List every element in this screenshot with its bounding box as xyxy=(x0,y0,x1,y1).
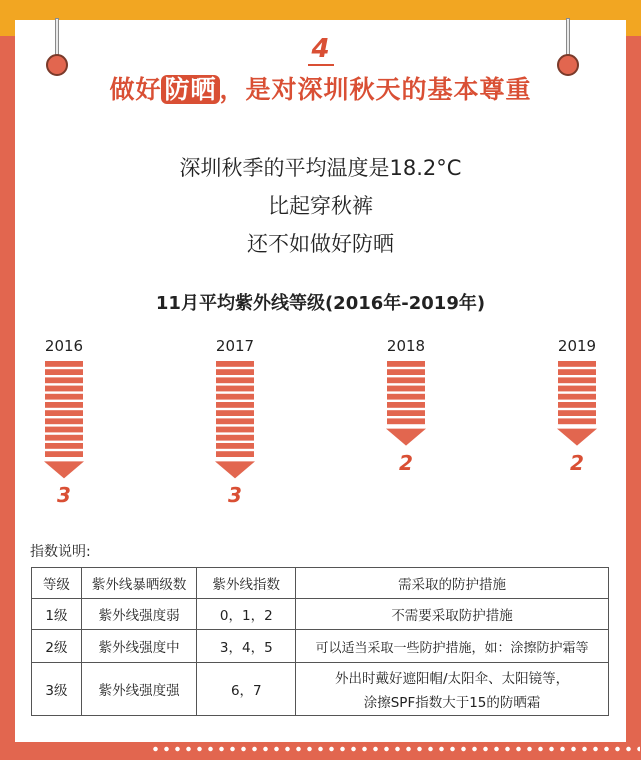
bar-stripe xyxy=(45,427,83,433)
bar-stripe xyxy=(387,394,425,400)
cell-index: 3，4，5 xyxy=(197,630,296,663)
bar-stripe xyxy=(387,377,425,383)
header-level: 等级 xyxy=(32,568,82,599)
year-label: 2017 xyxy=(215,337,255,355)
bar-arrow-head xyxy=(215,461,255,478)
bar-stripe xyxy=(216,402,254,408)
table-row xyxy=(32,630,609,663)
cell-level: 2级 xyxy=(32,630,82,663)
bar-stripe xyxy=(216,386,254,392)
bar-stripe xyxy=(216,377,254,383)
bar-stripe xyxy=(216,410,254,416)
intro-line-3: 还不如做好防晒 xyxy=(247,232,394,256)
dotted-decoration xyxy=(150,746,640,752)
bar-value-label: 3 xyxy=(57,483,71,508)
bar-stripe xyxy=(45,451,83,457)
bar-stripe xyxy=(387,369,425,375)
bar-arrow-head xyxy=(386,429,426,446)
bar-value-label: 2 xyxy=(570,450,584,475)
bar-stripe xyxy=(216,435,254,441)
bar-stripe xyxy=(558,418,596,424)
table-row xyxy=(32,599,609,630)
measure-line-1: 外出时戴好遮阳帽/太阳伞、太阳镜等， xyxy=(335,671,570,687)
bar-stripe xyxy=(216,443,254,449)
bar-stripe xyxy=(45,361,83,367)
cell-index: 0，1，2 xyxy=(197,599,296,630)
bar-stripe xyxy=(558,377,596,383)
bar-stripe xyxy=(45,386,83,392)
bar-arrow-head xyxy=(44,461,84,478)
section-number: 4 xyxy=(311,34,330,64)
year-label: 2016 xyxy=(44,337,84,355)
bar-stripe xyxy=(558,394,596,400)
bar-stripe xyxy=(387,361,425,367)
bar-stripe xyxy=(216,451,254,457)
bar-stripe xyxy=(45,418,83,424)
legend-title: 指数说明: xyxy=(30,544,91,560)
year-label: 2019 xyxy=(557,337,597,355)
header-strength: 紫外线暴晒级数 xyxy=(81,568,197,599)
headline-post: ，是对深圳秋天的基本尊重 xyxy=(219,75,532,104)
header-measures: 需采取的防护措施 xyxy=(296,568,609,599)
bar-arrow-head xyxy=(557,429,597,446)
bar-stripe xyxy=(216,361,254,367)
bar-stripe xyxy=(558,402,596,408)
header-index: 紫外线指数 xyxy=(197,568,296,599)
bar-stripe xyxy=(216,369,254,375)
bar-stripe xyxy=(45,377,83,383)
cell-measures xyxy=(296,663,609,716)
chart-title: 11月平均紫外线等级(2016年-2019年) xyxy=(155,293,486,314)
table-row xyxy=(32,663,609,716)
bar-stripe xyxy=(45,394,83,400)
bar-stripe xyxy=(45,410,83,416)
bar-stripe xyxy=(387,418,425,424)
bar-stripe xyxy=(387,386,425,392)
intro-line-2: 比起穿秋裤 xyxy=(268,194,373,218)
bar-stripe xyxy=(216,427,254,433)
bar-stripe xyxy=(216,418,254,424)
bar-stripe xyxy=(558,386,596,392)
cell-level: 1级 xyxy=(32,599,82,630)
cell-index: 6，7 xyxy=(197,663,296,716)
measure-line-2: 涂擦SPF指数大于15的防晒霜 xyxy=(363,695,541,711)
year-label: 2018 xyxy=(386,337,426,355)
bar-stripe xyxy=(216,394,254,400)
intro-line-1: 深圳秋季的平均温度是18.2°C xyxy=(179,156,462,180)
bar-stripe xyxy=(45,402,83,408)
table-header-row xyxy=(32,568,609,599)
cell-measures: 可以适当采取一些防护措施，如：涂擦防护霜等 xyxy=(296,630,609,663)
bar-stripe xyxy=(387,402,425,408)
cell-strength: 紫外线强度强 xyxy=(81,663,197,716)
bar-stripe xyxy=(387,410,425,416)
bar-value-label: 3 xyxy=(228,483,242,508)
bar-stripe xyxy=(558,410,596,416)
cell-strength: 紫外线强度中 xyxy=(81,630,197,663)
bar-stripe xyxy=(558,361,596,367)
bar-stripe xyxy=(45,369,83,375)
bar-stripe xyxy=(45,443,83,449)
uv-index-table xyxy=(31,567,609,716)
bar-value-label: 2 xyxy=(399,450,413,475)
bar-stripe xyxy=(558,369,596,375)
cell-measures: 不需要采取防护措施 xyxy=(296,599,609,630)
headline-pre: 做好 xyxy=(109,75,162,104)
cell-level: 3级 xyxy=(32,663,82,716)
bar-stripe xyxy=(45,435,83,441)
headline-highlight: 防晒 xyxy=(161,75,219,104)
cell-strength: 紫外线强度弱 xyxy=(81,599,197,630)
